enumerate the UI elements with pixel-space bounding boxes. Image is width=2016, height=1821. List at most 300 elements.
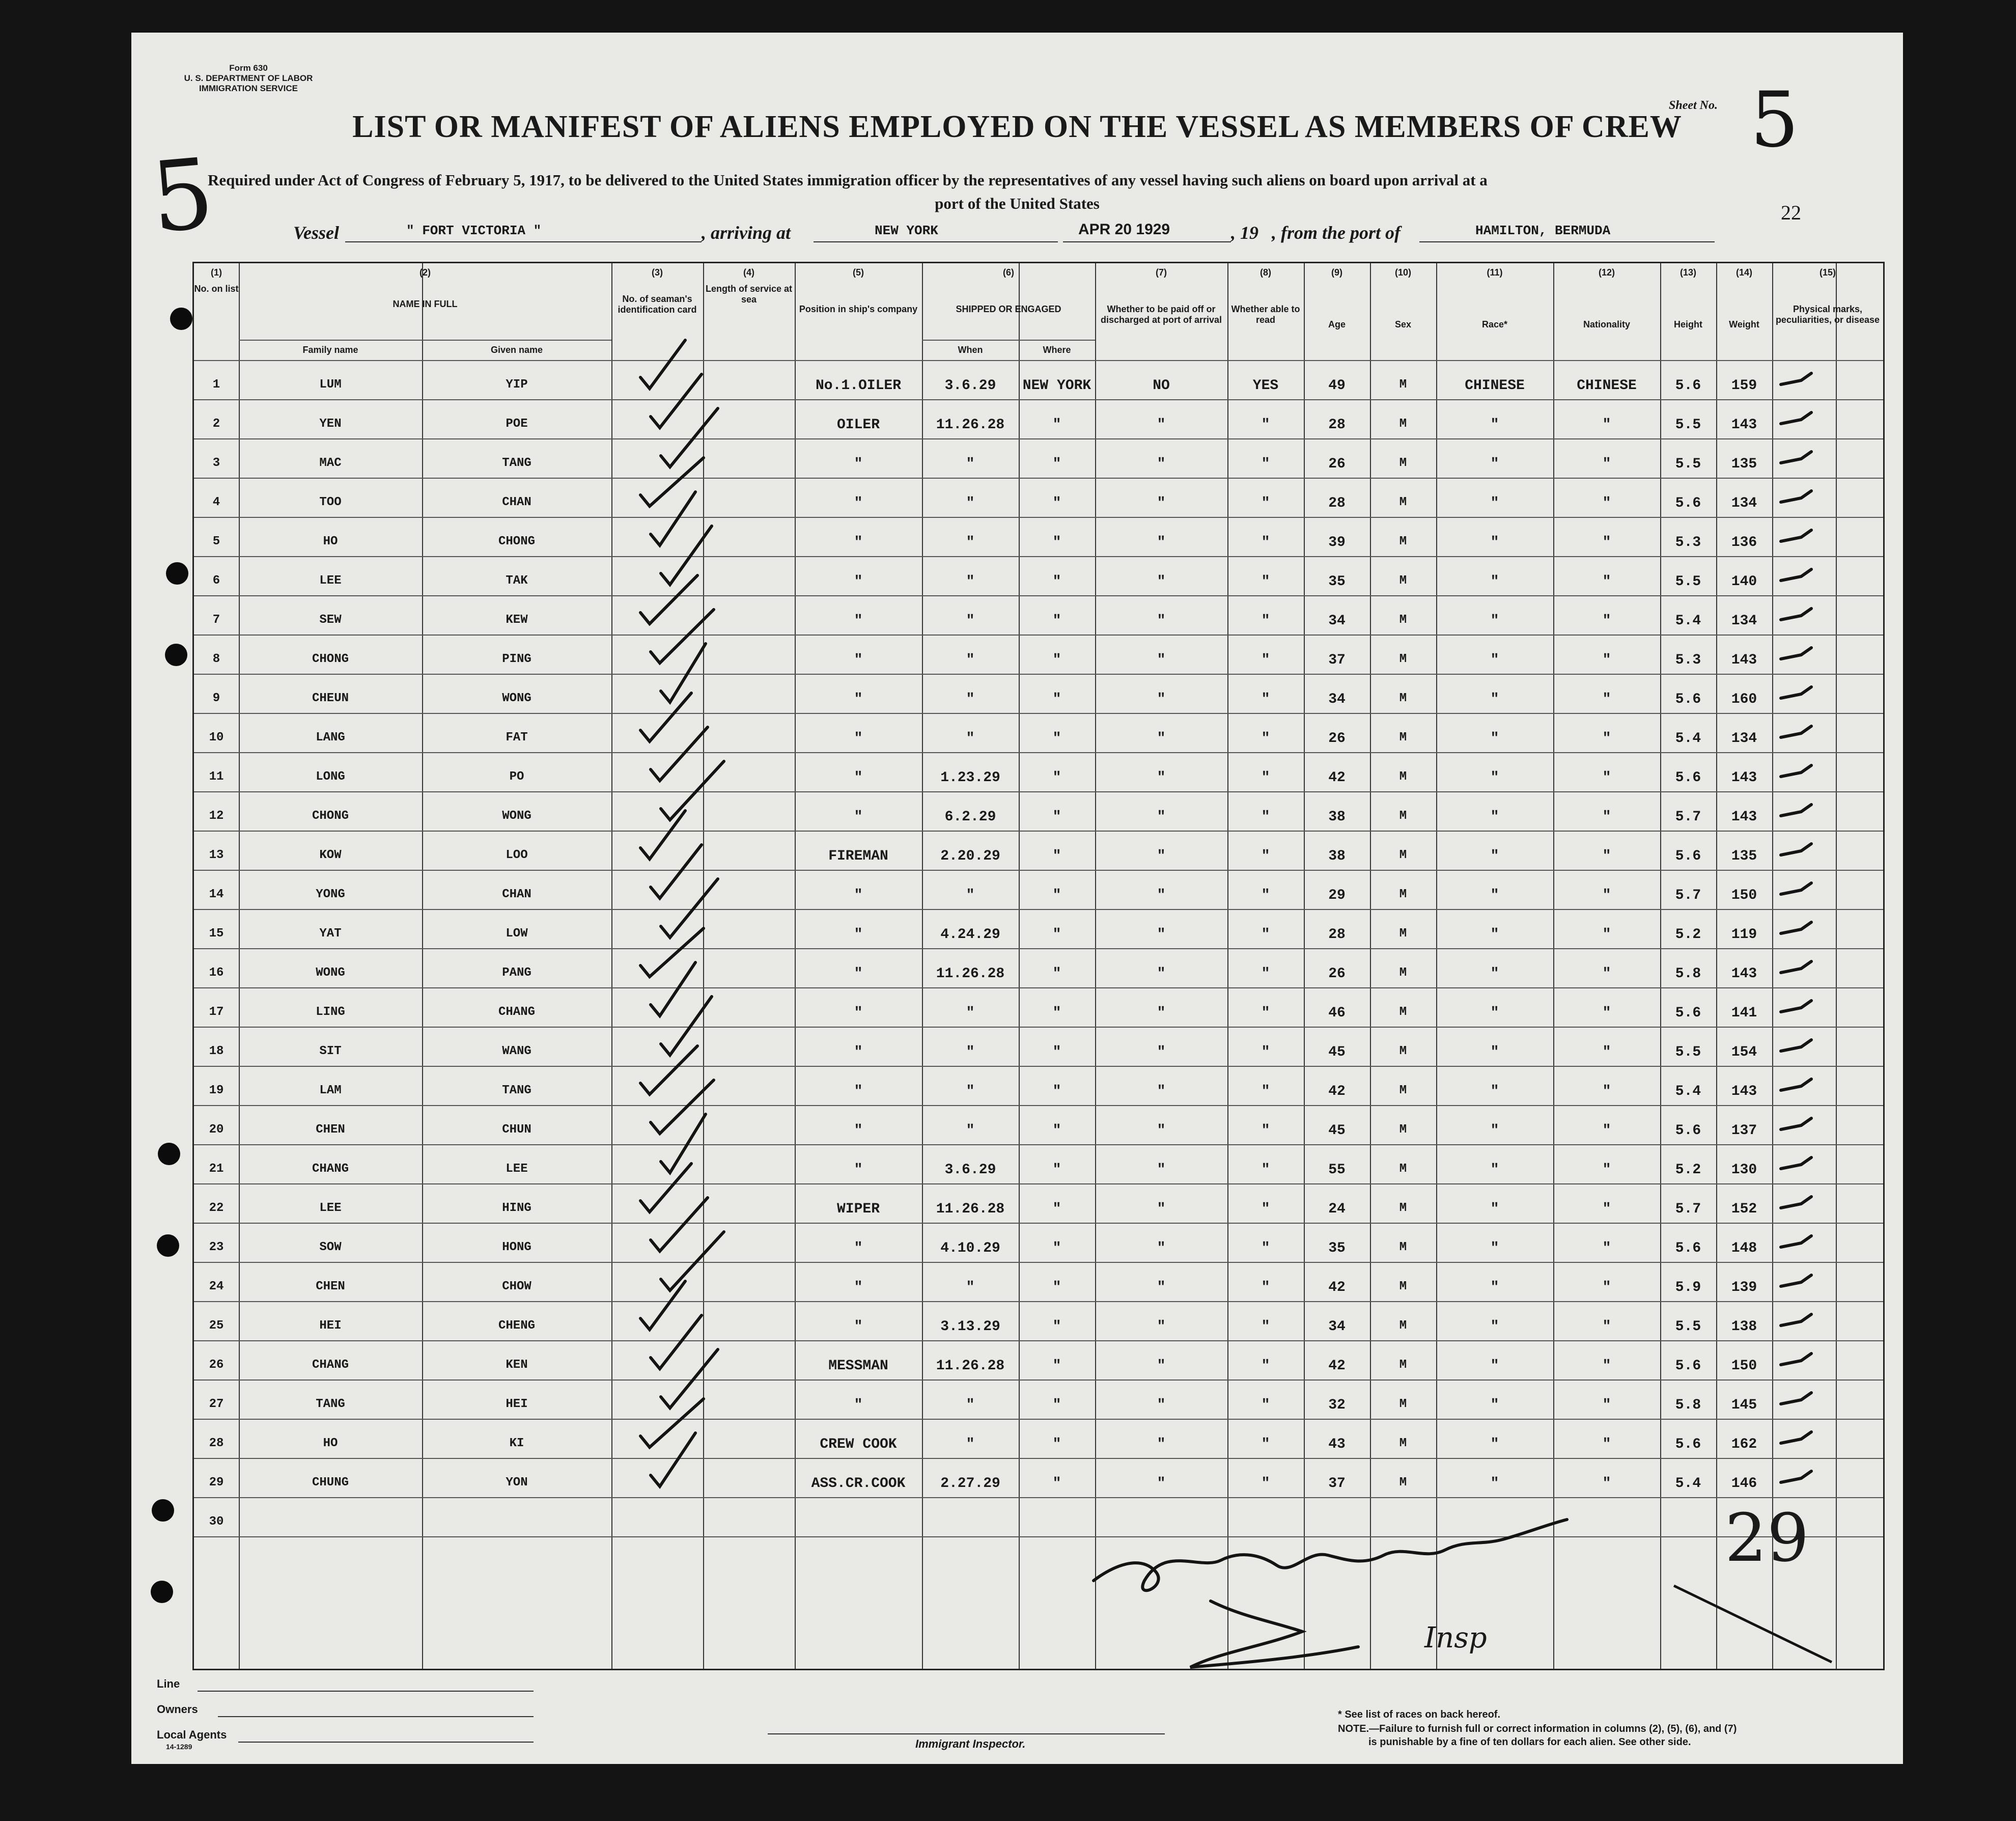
- cell-weight: 148: [1731, 1240, 1757, 1256]
- cell-sex: M: [1399, 1397, 1407, 1411]
- cell-height: 5.7: [1675, 1201, 1701, 1217]
- cell-given: KEW: [506, 613, 528, 627]
- cell-nationality: ": [1602, 1044, 1611, 1060]
- cell-age: 38: [1328, 809, 1346, 825]
- row-divider: [194, 713, 1883, 714]
- cell-height: 5.6: [1675, 770, 1701, 786]
- cell-age: 55: [1328, 1162, 1346, 1178]
- cell-race: ": [1490, 692, 1499, 707]
- cell-read: ": [1261, 1084, 1270, 1099]
- row-divider: [194, 870, 1883, 871]
- cell-when: 1.23.29: [940, 770, 1000, 786]
- cell-no: 26: [209, 1358, 224, 1372]
- cell-family: CHANG: [312, 1162, 349, 1176]
- cell-sex: M: [1399, 888, 1407, 901]
- cell-height: 5.4: [1675, 1476, 1701, 1492]
- cell-when: ": [966, 1084, 975, 1099]
- row-divider: [194, 1223, 1883, 1224]
- col-number-9: (9): [1331, 267, 1342, 278]
- cell-family: LANG: [316, 731, 345, 744]
- agents-underline: [238, 1742, 534, 1743]
- penalty-note-1: NOTE.—Failure to furnish full or correct information in columns (2), (5), (6), and (7): [1338, 1723, 1737, 1734]
- header-where: Where: [1043, 345, 1071, 355]
- cell-where: ": [1052, 1123, 1061, 1139]
- cell-where: ": [1052, 652, 1061, 668]
- cell-sex: M: [1399, 927, 1407, 941]
- cell-where: ": [1052, 535, 1061, 550]
- cell-family: LONG: [316, 770, 345, 784]
- cell-where: ": [1052, 848, 1061, 864]
- cell-read: ": [1261, 1437, 1270, 1452]
- cell-height: 5.2: [1675, 927, 1701, 943]
- cell-position: ": [854, 1084, 863, 1099]
- cell-when: ": [966, 1437, 975, 1452]
- cell-paid: ": [1157, 535, 1166, 550]
- cell-when: ": [966, 731, 975, 747]
- cell-family: HO: [323, 1437, 338, 1450]
- cell-weight: 150: [1731, 1358, 1757, 1374]
- cell-when: ": [966, 1123, 975, 1139]
- cell-race: ": [1490, 731, 1499, 747]
- cell-height: 5.8: [1675, 966, 1701, 982]
- subtitle-line-2: port of the United States: [935, 195, 1100, 212]
- cell-paid: ": [1157, 1201, 1166, 1217]
- row-divider: [194, 831, 1883, 832]
- cell-paid: ": [1157, 417, 1166, 433]
- cell-position: No.1.OILER: [815, 378, 902, 394]
- cell-when: ": [966, 692, 975, 707]
- cell-position: ": [854, 613, 863, 629]
- cell-family: YAT: [319, 927, 342, 941]
- cell-height: 5.6: [1675, 1123, 1701, 1139]
- cell-age: 45: [1328, 1123, 1346, 1139]
- cell-read: ": [1261, 574, 1270, 590]
- cell-age: 29: [1328, 888, 1346, 903]
- cell-nationality: ": [1602, 1437, 1611, 1452]
- cell-given: HING: [502, 1201, 531, 1215]
- subtitle-line-1: Required under Act of Congress of February 5, 1917, to be delivered to the United States immigration officer by the representatives of any vessel having such aliens on board upon arrival at a: [208, 171, 1488, 189]
- cell-no: 19: [209, 1084, 224, 1097]
- cell-sex: M: [1399, 456, 1407, 470]
- cell-age: 46: [1328, 1005, 1346, 1021]
- cell-nationality: ": [1602, 1476, 1611, 1492]
- arriving-label: , arriving at: [702, 223, 791, 243]
- cell-read: ": [1261, 1476, 1270, 1492]
- cell-given: PING: [502, 652, 531, 666]
- cell-race: ": [1490, 1044, 1499, 1060]
- cell-nationality: ": [1602, 1240, 1611, 1256]
- cell-when: ": [966, 1397, 975, 1413]
- cell-when: 4.24.29: [940, 927, 1000, 943]
- row-divider: [194, 1340, 1883, 1341]
- punch-hole: [170, 308, 192, 330]
- cell-age: 49: [1328, 378, 1346, 394]
- cell-read: ": [1261, 652, 1270, 668]
- cell-paid: ": [1157, 1397, 1166, 1413]
- header-age: Age: [1328, 319, 1346, 329]
- cell-weight: 154: [1731, 1044, 1757, 1060]
- cell-paid: ": [1157, 1319, 1166, 1335]
- cell-height: 5.6: [1675, 495, 1701, 511]
- cell-when: 2.27.29: [940, 1476, 1000, 1492]
- cell-sex: M: [1399, 574, 1407, 588]
- cell-age: 28: [1328, 927, 1346, 943]
- from-port: HAMILTON, BERMUDA: [1475, 223, 1611, 238]
- header-no-on-list: No. on list: [194, 284, 239, 294]
- cell-position: ": [854, 731, 863, 747]
- cell-weight: 160: [1731, 692, 1757, 707]
- margin-handwritten-number: 5: [147, 137, 218, 255]
- cell-position: ": [854, 1123, 863, 1139]
- row-divider: [194, 1262, 1883, 1263]
- col-number-4: (4): [743, 267, 754, 278]
- cell-when: 11.26.28: [936, 966, 1005, 982]
- cell-family: WONG: [316, 966, 345, 980]
- cell-age: 28: [1328, 417, 1346, 433]
- cell-where: ": [1052, 495, 1061, 511]
- cell-position: ": [854, 770, 863, 786]
- agents-code: 14-1289: [166, 1743, 192, 1751]
- cell-paid: ": [1157, 613, 1166, 629]
- cell-no: 6: [212, 574, 220, 588]
- cell-read: ": [1261, 927, 1270, 943]
- cell-no: 27: [209, 1397, 224, 1411]
- cell-height: 5.6: [1675, 1358, 1701, 1374]
- header-sex: Sex: [1394, 319, 1412, 329]
- cell-height: 5.5: [1675, 1319, 1701, 1335]
- cell-given: WONG: [502, 809, 531, 823]
- cell-given: LOW: [506, 927, 528, 941]
- cell-where: ": [1052, 1162, 1061, 1178]
- cell-sex: M: [1399, 1044, 1407, 1058]
- cell-weight: 146: [1731, 1476, 1757, 1492]
- cell-race: ": [1490, 1201, 1499, 1217]
- cell-family: SEW: [319, 613, 342, 627]
- cell-race: ": [1490, 456, 1499, 472]
- cell-race: ": [1490, 1005, 1499, 1021]
- cell-where: ": [1052, 927, 1061, 943]
- cell-where: ": [1052, 1437, 1061, 1452]
- cell-family: CHEN: [316, 1280, 345, 1293]
- form-identifier: [152, 63, 345, 94]
- cell-weight: 119: [1731, 927, 1757, 943]
- cell-weight: 143: [1731, 652, 1757, 668]
- cell-paid: ": [1157, 1084, 1166, 1099]
- cell-nationality: ": [1602, 652, 1611, 668]
- cell-no: 8: [212, 652, 220, 666]
- cell-no: 12: [209, 809, 224, 823]
- cell-paid: ": [1157, 1123, 1166, 1139]
- cell-where: ": [1052, 1397, 1061, 1413]
- cell-position: ": [854, 535, 863, 550]
- cell-no: 17: [209, 1005, 224, 1019]
- cell-sex: M: [1399, 770, 1407, 784]
- col-number-3: (3): [652, 267, 663, 278]
- cell-nationality: ": [1602, 1358, 1611, 1374]
- col-number-7: (7): [1156, 267, 1167, 278]
- cell-family: CHONG: [312, 809, 349, 823]
- cell-height: 5.3: [1675, 652, 1701, 668]
- header-race: Race*: [1481, 319, 1508, 329]
- cell-read: ": [1261, 1044, 1270, 1060]
- cell-no: 28: [209, 1437, 224, 1450]
- cell-when: 11.26.28: [936, 1358, 1005, 1374]
- cell-paid: ": [1157, 848, 1166, 864]
- cell-read: ": [1261, 888, 1270, 903]
- cell-no: 24: [209, 1280, 224, 1293]
- row-divider: [194, 948, 1883, 949]
- row-divider: [194, 556, 1883, 557]
- row-divider: [194, 1536, 1883, 1537]
- cell-height: 5.9: [1675, 1280, 1701, 1295]
- cell-weight: 143: [1731, 1084, 1757, 1099]
- cell-family: YEN: [319, 417, 342, 431]
- col-number-1: (1): [211, 267, 222, 278]
- cell-when: 3.6.29: [944, 1162, 996, 1178]
- cell-weight: 134: [1731, 613, 1757, 629]
- cell-nationality: ": [1602, 574, 1611, 590]
- immigrant-inspector-label: Immigrant Inspector.: [915, 1737, 1026, 1750]
- cell-given: CHENG: [498, 1319, 535, 1333]
- cell-given: KEN: [506, 1358, 528, 1372]
- col-number-14: (14): [1735, 267, 1752, 278]
- cell-when: 11.26.28: [936, 1201, 1005, 1217]
- cell-weight: 143: [1731, 770, 1757, 786]
- cell-where: ": [1052, 888, 1061, 903]
- cell-when: 11.26.28: [936, 417, 1005, 433]
- cell-read: ": [1261, 535, 1270, 550]
- header-id-card: No. of seaman's identification card: [618, 294, 697, 315]
- cell-when: 6.2.29: [944, 809, 996, 825]
- cell-age: 35: [1328, 1240, 1346, 1256]
- total-handwritten: 29: [1725, 1499, 1809, 1577]
- header-given-name: Given name: [490, 345, 543, 355]
- row-divider: [194, 1379, 1883, 1381]
- col-number-8: (8): [1260, 267, 1271, 278]
- cell-height: 5.7: [1675, 809, 1701, 825]
- cell-family: LAM: [319, 1084, 342, 1097]
- cell-no: 20: [209, 1123, 224, 1137]
- cell-age: 35: [1328, 574, 1346, 590]
- cell-when: ": [966, 535, 975, 550]
- punch-hole: [166, 562, 188, 585]
- cell-sex: M: [1399, 1476, 1407, 1489]
- cell-nationality: ": [1602, 770, 1611, 786]
- row-divider: [194, 1301, 1883, 1302]
- cell-age: 45: [1328, 1044, 1346, 1060]
- cell-position: ": [854, 1397, 863, 1413]
- cell-sex: M: [1399, 966, 1407, 980]
- from-port-underline: [1419, 241, 1715, 242]
- footer-line-label: Line: [157, 1677, 180, 1690]
- line-underline: [198, 1691, 534, 1692]
- row-divider: [194, 399, 1883, 400]
- cell-nationality: ": [1602, 1123, 1611, 1139]
- cell-given: KI: [509, 1437, 524, 1450]
- date-underline: [1063, 241, 1231, 242]
- cell-family: YONG: [316, 888, 345, 901]
- cell-race: ": [1490, 809, 1499, 825]
- cell-where: ": [1052, 731, 1061, 747]
- cell-no: 16: [209, 966, 224, 980]
- cell-height: 5.3: [1675, 535, 1701, 550]
- footer-agents-label: Local Agents: [157, 1728, 227, 1741]
- cell-read: ": [1261, 1319, 1270, 1335]
- cell-age: 28: [1328, 495, 1346, 511]
- cell-age: 37: [1328, 1476, 1346, 1492]
- cell-given: HEI: [506, 1397, 528, 1411]
- row-divider: [194, 1105, 1883, 1106]
- cell-sex: M: [1399, 1162, 1407, 1176]
- cell-no: 21: [209, 1162, 224, 1176]
- cell-given: YIP: [506, 378, 528, 392]
- cell-given: LOO: [506, 848, 528, 862]
- cell-sex: M: [1399, 417, 1407, 431]
- row-divider: [194, 438, 1883, 439]
- row-divider: [194, 909, 1883, 910]
- row-divider: [194, 1419, 1883, 1420]
- cell-position: ": [854, 692, 863, 707]
- cell-read: ": [1261, 456, 1270, 472]
- cell-paid: ": [1157, 1005, 1166, 1021]
- cell-weight: 152: [1731, 1201, 1757, 1217]
- cell-height: 5.6: [1675, 848, 1701, 864]
- cell-family: MAC: [319, 456, 342, 470]
- cell-given: YON: [506, 1476, 528, 1489]
- cell-given: CHANG: [498, 1005, 535, 1019]
- cell-when: ": [966, 574, 975, 590]
- cell-given: LEE: [506, 1162, 528, 1176]
- cell-nationality: ": [1602, 1201, 1611, 1217]
- cell-race: ": [1490, 495, 1499, 511]
- cell-height: 5.7: [1675, 888, 1701, 903]
- row-divider: [194, 1144, 1883, 1145]
- cell-given: CHONG: [498, 535, 535, 548]
- cell-read: ": [1261, 1240, 1270, 1256]
- header-when: When: [958, 345, 983, 355]
- cell-read: ": [1261, 1397, 1270, 1413]
- cell-age: 37: [1328, 652, 1346, 668]
- cell-weight: 130: [1731, 1162, 1757, 1178]
- cell-race: ": [1490, 848, 1499, 864]
- row-divider: [922, 340, 1095, 341]
- cell-paid: ": [1157, 888, 1166, 903]
- cell-paid: ": [1157, 770, 1166, 786]
- cell-given: TAK: [506, 574, 528, 588]
- cell-sex: M: [1399, 1201, 1407, 1215]
- cell-read: ": [1261, 1123, 1270, 1139]
- cell-position: ": [854, 574, 863, 590]
- cell-position: ": [854, 1319, 863, 1335]
- cell-given: WONG: [502, 692, 531, 705]
- cell-nationality: ": [1602, 535, 1611, 550]
- inspector-abbreviation: Insp: [1424, 1621, 1487, 1654]
- cell-nationality: ": [1602, 1084, 1611, 1099]
- cell-where: ": [1052, 809, 1061, 825]
- cell-family: HO: [323, 535, 338, 548]
- cell-weight: 143: [1731, 966, 1757, 982]
- cell-paid: ": [1157, 1280, 1166, 1295]
- cell-sex: M: [1399, 1319, 1407, 1333]
- cell-nationality: ": [1602, 1162, 1611, 1178]
- cell-paid: ": [1157, 1476, 1166, 1492]
- cell-family: LEE: [319, 1201, 342, 1215]
- cell-no: 4: [212, 495, 220, 509]
- cell-no: 30: [209, 1515, 224, 1529]
- cell-when: ": [966, 1005, 975, 1021]
- cell-weight: 141: [1731, 1005, 1757, 1021]
- header-able-read: Whether able to read: [1231, 304, 1300, 325]
- department-name: U. S. DEPARTMENT OF LABOR: [184, 73, 313, 83]
- cell-age: 26: [1328, 456, 1346, 472]
- punch-hole: [158, 1143, 180, 1165]
- cell-sex: M: [1399, 731, 1407, 744]
- cell-where: ": [1052, 770, 1061, 786]
- cell-family: SIT: [319, 1044, 342, 1058]
- header-name-in-full: NAME IN FULL: [393, 299, 458, 309]
- cell-when: 3.13.29: [940, 1319, 1000, 1335]
- owners-underline: [218, 1716, 534, 1717]
- col-number-2: (2): [419, 267, 431, 278]
- cell-race: ": [1490, 770, 1499, 786]
- cell-where: NEW YORK: [1022, 378, 1091, 394]
- manifest-sheet: [131, 33, 1903, 1764]
- cell-where: ": [1052, 1201, 1061, 1217]
- cell-race: ": [1490, 1476, 1499, 1492]
- col-number-10: (10): [1394, 267, 1411, 278]
- cell-read: ": [1261, 809, 1270, 825]
- cell-family: CHONG: [312, 652, 349, 666]
- cell-race: ": [1490, 1123, 1499, 1139]
- cell-family: TANG: [316, 1397, 345, 1411]
- arriving-port: NEW YORK: [875, 223, 938, 238]
- cell-race: ": [1490, 1162, 1499, 1178]
- cell-weight: 159: [1731, 378, 1757, 394]
- cell-when: 3.6.29: [944, 378, 996, 394]
- cell-where: ": [1052, 1005, 1061, 1021]
- cell-sex: M: [1399, 1240, 1407, 1254]
- cell-paid: ": [1157, 1240, 1166, 1256]
- from-port-label: , from the port of: [1272, 223, 1401, 243]
- year-label: , 19: [1231, 223, 1258, 243]
- cell-height: 5.4: [1675, 1084, 1701, 1099]
- cell-nationality: ": [1602, 417, 1611, 433]
- cell-height: 5.6: [1675, 378, 1701, 394]
- cell-paid: ": [1157, 652, 1166, 668]
- cell-where: ": [1052, 613, 1061, 629]
- cell-race: ": [1490, 1437, 1499, 1452]
- cell-read: ": [1261, 731, 1270, 747]
- cell-race: ": [1490, 1240, 1499, 1256]
- col-number-13: (13): [1679, 267, 1696, 278]
- vessel-label: Vessel: [293, 223, 339, 243]
- cell-age: 39: [1328, 535, 1346, 550]
- cell-family: HEI: [319, 1319, 342, 1333]
- cell-read: ": [1261, 692, 1270, 707]
- cell-paid: ": [1157, 495, 1166, 511]
- punch-hole: [165, 644, 187, 666]
- cell-no: 5: [212, 535, 220, 548]
- cell-family: LEE: [319, 574, 342, 588]
- cell-read: ": [1261, 1358, 1270, 1374]
- cell-weight: 139: [1731, 1280, 1757, 1295]
- cell-paid: ": [1157, 692, 1166, 707]
- arriving-underline: [814, 241, 1058, 242]
- row-divider: [194, 987, 1883, 988]
- cell-age: 26: [1328, 731, 1346, 747]
- cell-race: ": [1490, 417, 1499, 433]
- cell-where: ": [1052, 1084, 1061, 1099]
